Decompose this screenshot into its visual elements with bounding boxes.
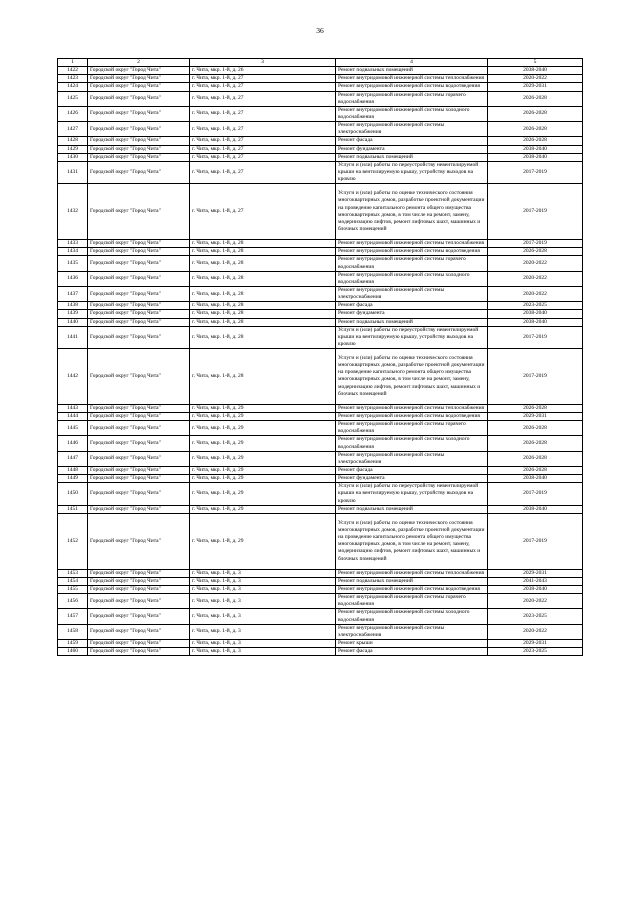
work-type-cell: Ремонт крыши xyxy=(336,639,488,647)
row-number-cell: 1444 xyxy=(58,413,88,421)
municipality-cell: Городской округ "Город Чита" xyxy=(88,286,190,301)
work-type-cell: Ремонт внутридомовой инженерной системы холодного водоснабжения xyxy=(336,106,488,121)
period-cell: 2020-2022 xyxy=(488,256,583,271)
period-cell: 2020-2022 xyxy=(488,594,583,609)
table-row xyxy=(58,67,583,75)
row-number-cell: 1445 xyxy=(58,421,88,436)
work-type-cell: Ремонт фасада xyxy=(336,302,488,310)
row-number-cell: 1443 xyxy=(58,404,88,412)
row-number-cell: 1430 xyxy=(58,153,88,161)
row-number-cell: 1432 xyxy=(58,184,88,240)
row-number-cell: 1425 xyxy=(58,91,88,106)
work-type-cell: Ремонт внутридомовой инженерной системы электроснабжения xyxy=(336,624,488,639)
period-cell: 2023-2025 xyxy=(488,302,583,310)
table-row xyxy=(58,83,583,91)
work-type-cell: Ремонт внутридомовой инженерной системы холодного водоснабжения xyxy=(336,436,488,451)
address-cell: г. Чита, мкр. 1-й, д. 29 xyxy=(190,436,336,451)
period-cell: 2038-2040 xyxy=(488,145,583,153)
table-row xyxy=(58,475,583,483)
row-number-cell: 1439 xyxy=(58,310,88,318)
period-cell: 2029-2031 xyxy=(488,413,583,421)
address-cell: г. Чита, мкр. 1-й, д. 27 xyxy=(190,91,336,106)
address-cell: г. Чита, мкр. 1-й, д. 29 xyxy=(190,475,336,483)
address-cell: г. Чита, мкр. 1-й, д. 28 xyxy=(190,240,336,248)
address-cell: г. Чита, мкр. 1-й, д. 28 xyxy=(190,256,336,271)
period-cell: 2026-2028 xyxy=(488,137,583,145)
period-cell: 2026-2028 xyxy=(488,122,583,137)
address-cell: г. Чита, мкр. 1-й, д. 27 xyxy=(190,153,336,161)
work-type-cell: Ремонт внутридомовой инженерной системы электроснабжения xyxy=(336,451,488,466)
period-cell: 2017-2019 xyxy=(488,240,583,248)
work-type-cell: Ремонт фасада xyxy=(336,648,488,656)
row-number-cell: 1422 xyxy=(58,67,88,75)
work-type-cell: Ремонт фундамента xyxy=(336,145,488,153)
table-row xyxy=(58,286,583,301)
work-type-cell: Услуги и (или) работы по оценке технического состояния многоквартирных домов, разработке проектной документации на проведение капитального ремонта общего имущества многоквартирных домов, в том числе на ремонт, замену, модернизацию лифтов, ремонт лифтовых шахт, машинных и блочных помещений xyxy=(336,349,488,405)
work-type-cell: Ремонт внутридомовой инженерной системы теплоснабжения xyxy=(336,75,488,83)
address-cell: г. Чита, мкр. 1-й, д. 3 xyxy=(190,639,336,647)
work-type-cell: Ремонт внутридомовой инженерной системы электроснабжения xyxy=(336,122,488,137)
row-number-cell: 1457 xyxy=(58,609,88,624)
period-cell: 2029-2031 xyxy=(488,569,583,577)
municipality-cell: Городской округ "Город Чита" xyxy=(88,161,190,183)
table-row xyxy=(58,421,583,436)
address-cell: г. Чита, мкр. 1-й, д. 3 xyxy=(190,586,336,594)
work-type-cell: Ремонт внутридомовой инженерной системы горячего водоснабжения xyxy=(336,256,488,271)
table-row xyxy=(58,451,583,466)
period-cell: 2017-2019 xyxy=(488,184,583,240)
table-row xyxy=(58,271,583,286)
row-number-cell: 1458 xyxy=(58,624,88,639)
period-cell: 2038-2040 xyxy=(488,318,583,326)
table-row xyxy=(58,310,583,318)
address-cell: г. Чита, мкр. 1-й, д. 28 xyxy=(190,310,336,318)
work-type-cell: Ремонт внутридомовой инженерной системы водоотведения xyxy=(336,83,488,91)
address-cell: г. Чита, мкр. 1-й, д. 27 xyxy=(190,145,336,153)
row-number-cell: 1450 xyxy=(58,483,88,505)
column-header: 1 xyxy=(58,59,88,67)
municipality-cell: Городской округ "Город Чита" xyxy=(88,594,190,609)
table-row xyxy=(58,436,583,451)
address-cell: г. Чита, мкр. 1-й, д. 28 xyxy=(190,286,336,301)
row-number-cell: 1438 xyxy=(58,302,88,310)
period-cell: 2029-2031 xyxy=(488,83,583,91)
work-type-cell: Ремонт внутридомовой инженерной системы электроснабжения xyxy=(336,286,488,301)
table-row xyxy=(58,648,583,656)
address-cell: г. Чита, мкр. 1-й, д. 3 xyxy=(190,648,336,656)
period-cell: 2026-2028 xyxy=(488,106,583,121)
municipality-cell: Городской округ "Город Чита" xyxy=(88,153,190,161)
period-cell: 2017-2019 xyxy=(488,513,583,569)
address-cell: г. Чита, мкр. 1-й, д. 27 xyxy=(190,161,336,183)
work-type-cell: Ремонт подвальных помещений xyxy=(336,577,488,585)
row-number-cell: 1453 xyxy=(58,569,88,577)
work-type-cell: Ремонт внутридомовой инженерной системы теплоснабжения xyxy=(336,404,488,412)
work-type-cell: Ремонт внутридомовой инженерной системы горячего водоснабжения xyxy=(336,421,488,436)
row-number-cell: 1447 xyxy=(58,451,88,466)
table-body xyxy=(58,67,583,656)
table-row xyxy=(58,318,583,326)
municipality-cell: Городской округ "Город Чита" xyxy=(88,240,190,248)
address-cell: г. Чита, мкр. 1-й, д. 28 xyxy=(190,302,336,310)
table-row xyxy=(58,302,583,310)
column-header: 2 xyxy=(88,59,190,67)
municipality-cell: Городской округ "Город Чита" xyxy=(88,505,190,513)
table-row xyxy=(58,137,583,145)
table-row xyxy=(58,609,583,624)
table-row xyxy=(58,326,583,348)
address-cell: г. Чита, мкр. 1-й, д. 3 xyxy=(190,569,336,577)
period-cell: 2029-2031 xyxy=(488,639,583,647)
municipality-cell: Городской округ "Город Чита" xyxy=(88,256,190,271)
period-cell: 2017-2019 xyxy=(488,483,583,505)
address-cell: г. Чита, мкр. 1-й, д. 27 xyxy=(190,122,336,137)
page-number: 36 xyxy=(316,26,324,35)
column-header: 5 xyxy=(488,59,583,67)
municipality-cell: Городской округ "Город Чита" xyxy=(88,145,190,153)
municipality-cell: Городской округ "Город Чита" xyxy=(88,639,190,647)
address-cell: г. Чита, мкр. 1-й, д. 27 xyxy=(190,75,336,83)
row-number-cell: 1429 xyxy=(58,145,88,153)
row-number-cell: 1441 xyxy=(58,326,88,348)
table-row xyxy=(58,639,583,647)
work-type-cell: Ремонт фасада xyxy=(336,137,488,145)
work-type-cell: Ремонт внутридомовой инженерной системы теплоснабжения xyxy=(336,569,488,577)
municipality-cell: Городской округ "Город Чита" xyxy=(88,609,190,624)
period-cell: 2023-2025 xyxy=(488,609,583,624)
period-cell: 2020-2022 xyxy=(488,75,583,83)
period-cell: 2041-2043 xyxy=(488,577,583,585)
table-row xyxy=(58,569,583,577)
period-cell: 2026-2028 xyxy=(488,467,583,475)
address-cell: г. Чита, мкр. 1-й, д. 27 xyxy=(190,83,336,91)
table-row xyxy=(58,505,583,513)
table-row xyxy=(58,106,583,121)
table-row xyxy=(58,184,583,240)
municipality-cell: Городской округ "Город Чита" xyxy=(88,83,190,91)
work-type-cell: Ремонт фасада xyxy=(336,467,488,475)
row-number-cell: 1456 xyxy=(58,594,88,609)
table-row xyxy=(58,483,583,505)
work-type-cell: Ремонт внутридомовой инженерной системы теплоснабжения xyxy=(336,240,488,248)
table-row xyxy=(58,577,583,585)
period-cell: 2038-2040 xyxy=(488,310,583,318)
municipality-cell: Городской округ "Город Чита" xyxy=(88,475,190,483)
period-cell: 2026-2028 xyxy=(488,404,583,412)
municipality-cell: Городской округ "Город Чита" xyxy=(88,326,190,348)
work-type-cell: Ремонт внутридомовой инженерной системы холодного водоснабжения xyxy=(336,609,488,624)
period-cell: 2038-2040 xyxy=(488,475,583,483)
municipality-cell: Городской округ "Город Чита" xyxy=(88,302,190,310)
work-type-cell: Ремонт фундамента xyxy=(336,310,488,318)
address-cell: г. Чита, мкр. 1-й, д. 3 xyxy=(190,609,336,624)
work-type-cell: Услуги и (или) работы по оценке технического состояния многоквартирных домов, разработке проектной документации на проведение капитального ремонта общего имущества многоквартирных домов, в том числе на ремонт, замену, модернизацию лифтов, ремонт лифтовых шахт, машинных и блочных помещений xyxy=(336,184,488,240)
period-cell: 2020-2022 xyxy=(488,624,583,639)
row-number-cell: 1431 xyxy=(58,161,88,183)
work-type-cell: Услуги и (или) работы по переустройству невентилируемой крыши на вентилируемую крышу, устройству выходов на кровлю xyxy=(336,161,488,183)
address-cell: г. Чита, мкр. 1-й, д. 29 xyxy=(190,483,336,505)
row-number-cell: 1440 xyxy=(58,318,88,326)
period-cell: 2038-2040 xyxy=(488,67,583,75)
work-type-cell: Ремонт подвальных помещений xyxy=(336,318,488,326)
column-header: 3 xyxy=(190,59,336,67)
municipality-cell: Городской округ "Город Чита" xyxy=(88,413,190,421)
address-cell: г. Чита, мкр. 1-й, д. 3 xyxy=(190,594,336,609)
period-cell: 2026-2028 xyxy=(488,248,583,256)
work-type-cell: Услуги и (или) работы по оценке технического состояния многоквартирных домов, разработке проектной документации на проведение капитального ремонта общего имущества многоквартирных домов, в том числе на ремонт, замену, модернизацию лифтов, ремонт лифтовых шахт, машинных и блочных помещений xyxy=(336,513,488,569)
table-row xyxy=(58,624,583,639)
municipality-cell: Городской округ "Город Чита" xyxy=(88,586,190,594)
column-header: 4 xyxy=(336,59,488,67)
address-cell: г. Чита, мкр. 1-й, д. 28 xyxy=(190,318,336,326)
period-cell: 2026-2028 xyxy=(488,451,583,466)
row-number-cell: 1436 xyxy=(58,271,88,286)
municipality-cell: Городской округ "Город Чита" xyxy=(88,404,190,412)
address-cell: г. Чита, мкр. 1-й, д. 29 xyxy=(190,513,336,569)
municipality-cell: Городской округ "Город Чита" xyxy=(88,451,190,466)
table-row xyxy=(58,404,583,412)
municipality-cell: Городской округ "Город Чита" xyxy=(88,648,190,656)
table-header-row xyxy=(58,59,583,67)
address-cell: г. Чита, мкр. 1-й, д. 26 xyxy=(190,67,336,75)
address-cell: г. Чита, мкр. 1-й, д. 27 xyxy=(190,184,336,240)
work-type-cell: Ремонт внутридомовой инженерной системы горячего водоснабжения xyxy=(336,594,488,609)
table-row xyxy=(58,349,583,405)
municipality-cell: Городской округ "Город Чита" xyxy=(88,624,190,639)
table-row xyxy=(58,248,583,256)
period-cell: 2038-2040 xyxy=(488,153,583,161)
table-row xyxy=(58,161,583,183)
table-row xyxy=(58,153,583,161)
municipality-cell: Городской округ "Город Чита" xyxy=(88,577,190,585)
period-cell: 2017-2019 xyxy=(488,161,583,183)
row-number-cell: 1455 xyxy=(58,586,88,594)
address-cell: г. Чита, мкр. 1-й, д. 28 xyxy=(190,326,336,348)
municipality-cell: Городской округ "Город Чита" xyxy=(88,106,190,121)
table-row xyxy=(58,467,583,475)
table-row xyxy=(58,586,583,594)
row-number-cell: 1446 xyxy=(58,436,88,451)
row-number-cell: 1449 xyxy=(58,475,88,483)
table-row xyxy=(58,594,583,609)
work-type-cell: Ремонт внутридомовой инженерной системы горячего водоснабжения xyxy=(336,91,488,106)
municipality-cell: Городской округ "Город Чита" xyxy=(88,137,190,145)
repair-schedule-table xyxy=(57,58,583,656)
row-number-cell: 1424 xyxy=(58,83,88,91)
table-row xyxy=(58,413,583,421)
table-row xyxy=(58,256,583,271)
address-cell: г. Чита, мкр. 1-й, д. 29 xyxy=(190,413,336,421)
municipality-cell: Городской округ "Город Чита" xyxy=(88,436,190,451)
row-number-cell: 1442 xyxy=(58,349,88,405)
address-cell: г. Чита, мкр. 1-й, д. 28 xyxy=(190,271,336,286)
municipality-cell: Городской округ "Город Чита" xyxy=(88,483,190,505)
period-cell: 2023-2025 xyxy=(488,648,583,656)
period-cell: 2017-2019 xyxy=(488,326,583,348)
table-row xyxy=(58,240,583,248)
row-number-cell: 1452 xyxy=(58,513,88,569)
municipality-cell: Городской округ "Город Чита" xyxy=(88,569,190,577)
period-cell: 2026-2028 xyxy=(488,421,583,436)
row-number-cell: 1451 xyxy=(58,505,88,513)
municipality-cell: Городской округ "Город Чита" xyxy=(88,467,190,475)
period-cell: 2026-2028 xyxy=(488,91,583,106)
row-number-cell: 1454 xyxy=(58,577,88,585)
row-number-cell: 1433 xyxy=(58,240,88,248)
table-row xyxy=(58,122,583,137)
address-cell: г. Чита, мкр. 1-й, д. 29 xyxy=(190,421,336,436)
address-cell: г. Чита, мкр. 1-й, д. 27 xyxy=(190,106,336,121)
row-number-cell: 1423 xyxy=(58,75,88,83)
row-number-cell: 1427 xyxy=(58,122,88,137)
work-type-cell: Ремонт внутридомовой инженерной системы холодного водоснабжения xyxy=(336,271,488,286)
table-row xyxy=(58,145,583,153)
municipality-cell: Городской округ "Город Чита" xyxy=(88,67,190,75)
row-number-cell: 1459 xyxy=(58,639,88,647)
address-cell: г. Чита, мкр. 1-й, д. 28 xyxy=(190,248,336,256)
municipality-cell: Городской округ "Город Чита" xyxy=(88,271,190,286)
work-type-cell: Ремонт внутридомовой инженерной системы водоотведения xyxy=(336,586,488,594)
address-cell: г. Чита, мкр. 1-й, д. 27 xyxy=(190,137,336,145)
period-cell: 2026-2028 xyxy=(488,436,583,451)
municipality-cell: Городской округ "Город Чита" xyxy=(88,75,190,83)
municipality-cell: Городской округ "Город Чита" xyxy=(88,122,190,137)
municipality-cell: Городской округ "Город Чита" xyxy=(88,349,190,405)
row-number-cell: 1428 xyxy=(58,137,88,145)
row-number-cell: 1460 xyxy=(58,648,88,656)
work-type-cell: Услуги и (или) работы по переустройству невентилируемой крыши на вентилируемую крышу, устройству выходов на кровлю xyxy=(336,483,488,505)
row-number-cell: 1434 xyxy=(58,248,88,256)
table-row xyxy=(58,513,583,569)
address-cell: г. Чита, мкр. 1-й, д. 29 xyxy=(190,467,336,475)
period-cell: 2038-2040 xyxy=(488,586,583,594)
period-cell: 2020-2022 xyxy=(488,271,583,286)
address-cell: г. Чита, мкр. 1-й, д. 29 xyxy=(190,451,336,466)
row-number-cell: 1426 xyxy=(58,106,88,121)
work-type-cell: Ремонт фундамента xyxy=(336,475,488,483)
municipality-cell: Городской округ "Город Чита" xyxy=(88,318,190,326)
municipality-cell: Городской округ "Город Чита" xyxy=(88,184,190,240)
work-type-cell: Ремонт подвальных помещений xyxy=(336,505,488,513)
work-type-cell: Ремонт подвальных помещений xyxy=(336,67,488,75)
municipality-cell: Городской округ "Город Чита" xyxy=(88,248,190,256)
work-type-cell: Ремонт внутридомовой инженерной системы водоотведения xyxy=(336,248,488,256)
period-cell: 2017-2019 xyxy=(488,349,583,405)
address-cell: г. Чита, мкр. 1-й, д. 29 xyxy=(190,404,336,412)
municipality-cell: Городской округ "Город Чита" xyxy=(88,310,190,318)
table-row xyxy=(58,91,583,106)
row-number-cell: 1435 xyxy=(58,256,88,271)
work-type-cell: Ремонт подвальных помещений xyxy=(336,153,488,161)
period-cell: 2020-2022 xyxy=(488,286,583,301)
address-cell: г. Чита, мкр. 1-й, д. 3 xyxy=(190,624,336,639)
work-type-cell: Услуги и (или) работы по переустройству невентилируемой крыши на вентилируемую крышу, устройству выходов на кровлю xyxy=(336,326,488,348)
address-cell: г. Чита, мкр. 1-й, д. 28 xyxy=(190,349,336,405)
address-cell: г. Чита, мкр. 1-й, д. 29 xyxy=(190,505,336,513)
municipality-cell: Городской округ "Город Чита" xyxy=(88,91,190,106)
row-number-cell: 1448 xyxy=(58,467,88,475)
municipality-cell: Городской округ "Город Чита" xyxy=(88,421,190,436)
work-type-cell: Ремонт внутридомовой инженерной системы водоотведения xyxy=(336,413,488,421)
row-number-cell: 1437 xyxy=(58,286,88,301)
table-row xyxy=(58,75,583,83)
municipality-cell: Городской округ "Город Чита" xyxy=(88,513,190,569)
address-cell: г. Чита, мкр. 1-й, д. 3 xyxy=(190,577,336,585)
period-cell: 2038-2040 xyxy=(488,505,583,513)
